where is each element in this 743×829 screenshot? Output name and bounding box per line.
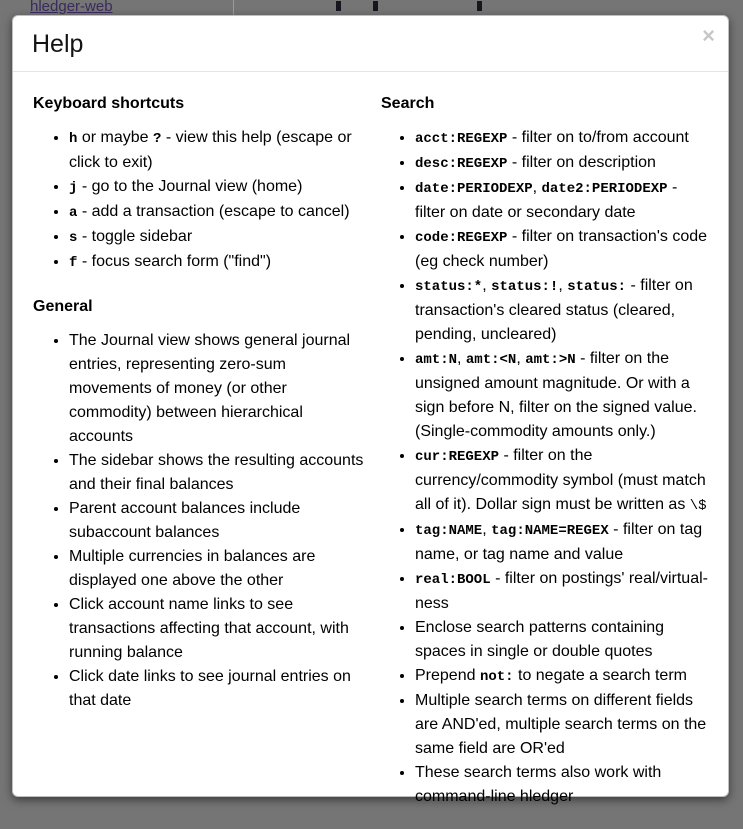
code-term: amt:>N [525,352,576,368]
help-list [381,126,709,809]
help-list-item: • The Journal view shows general journal entries, representing zero-sum movements of money (or other commodity) between hierarchical accounts [69,329,371,449]
code-term: f [69,255,78,271]
help-list-item: • status:*, status:!, status: - filter on transaction's cleared status (cleared, pending, uncleared) [415,274,709,347]
help-list-item: • Multiple search terms on different fields are AND'ed, multiple search terms on the same field are OR'ed [415,689,709,761]
help-list-item: • desc:REGEXP - filter on description [415,151,709,176]
code-term: amt:N [415,352,458,368]
help-list-item: • Prepend not: to negate a search term [415,664,709,689]
help-list-item: • These search terms also work with command-line hledger [415,761,709,809]
code-term: cur:REGEXP [415,449,500,465]
help-list-item: • Multiple currencies in balances are displayed one above the other [69,545,371,593]
code-term: s [69,230,78,246]
code-term: not: [479,669,514,685]
help-list [33,329,371,713]
code-term: amt:<N [465,352,517,368]
help-list-item: • h or maybe ? - view this help (escape or click to exit) [69,126,371,175]
section-heading: General [33,298,93,315]
sidebar-divider [233,0,234,16]
help-list-item: • Enclose search patterns containing spaces in single or double quotes [415,616,709,664]
code-term: desc:REGEXP [415,156,508,172]
help-list-item: • a - add a transaction (escape to cancel) [69,200,371,225]
help-list-item: • cur:REGEXP - filter on the currency/commodity symbol (must match all of it). Dollar sign must be written as \$ [415,444,709,518]
code-term: date2:PERIODEXP [541,181,668,197]
help-list-item: • amt:N, amt:<N, amt:>N - filter on the unsigned amount magnitude. Or with a sign before N, filter on the signed value. (Single-commodity amounts only.) [415,347,709,444]
code-term: date:PERIODEXP [415,181,533,197]
code-term: ? [153,131,162,147]
section-heading: Search [381,95,435,112]
code-term: j [69,180,78,196]
help-list-item: • j - go to the Journal view (home) [69,175,371,200]
help-list-item: • s - toggle sidebar [69,225,371,250]
code-term: acct:REGEXP [415,131,508,147]
code-term: status: [567,279,627,295]
help-list-item: • The sidebar shows the resulting accounts and their final balances [69,449,371,497]
modal-title: Help [32,30,84,58]
code-term: code:REGEXP [415,230,508,246]
help-list-item: • date:PERIODEXP, date2:PERIODEXP - filter on date or secondary date [415,176,709,225]
code-term: real:BOOL [415,572,491,588]
section-heading: Keyboard shortcuts [33,95,185,112]
code-term: status:* [415,279,483,295]
help-list-item: • acct:REGEXP - filter on to/from account [415,126,709,151]
help-list [33,126,371,275]
code-term: h [69,131,78,147]
code-term: tag:NAME [415,523,483,539]
close-button[interactable]: × [702,23,715,48]
help-list-item: • Click account name links to see transactions affecting that account, with running balance [69,593,371,665]
help-list-item: • code:REGEXP - filter on transaction's code (eg check number) [415,225,709,274]
modal-body [13,72,728,829]
code-term: status:! [491,279,559,295]
help-list-item: • tag:NAME, tag:NAME=REGEX - filter on tag name, or tag name and value [415,518,709,567]
help-list-item: • Parent account balances include subaccount balances [69,497,371,545]
modal-header [13,16,728,72]
hledger-web-link: hledger-web [30,0,113,15]
code-term: tag:NAME=REGEX [491,523,609,539]
help-modal [12,15,729,805]
help-list-item: • real:BOOL - filter on postings' real/virtual-ness [415,567,709,616]
code-literal: \$ [689,498,707,514]
help-left-column [33,92,371,809]
help-right-column [371,92,709,809]
help-list-item: • Click date links to see journal entries on that date [69,665,371,713]
code-term: a [69,205,78,221]
help-list-item: • f - focus search form ("find") [69,250,371,275]
